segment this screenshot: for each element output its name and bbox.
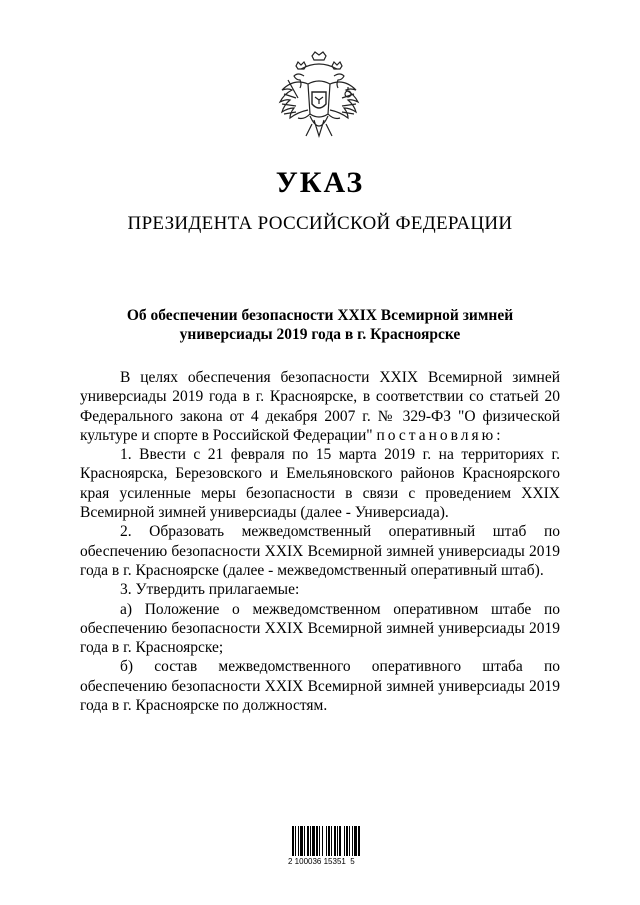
barcode-number: 2 100036 15351 5	[288, 857, 355, 866]
intro-text: В целях обеспечения безопасности XXIX Всемирной зимней универсиады 2019 года в г. Красноярске, в соответствии со статьей 20 Федерального закона от 4 декабря 2007 г. № 329-ФЗ "О физической культуре и спорте в Российской Федерации"	[80, 369, 560, 444]
decree-title: УКАЗ	[275, 166, 365, 199]
document-body	[80, 368, 560, 715]
barcode-icon	[288, 822, 388, 856]
document-heading-line: универсиады 2019 года в г. Красноярске	[179, 326, 461, 343]
barcode	[288, 822, 388, 866]
item-3a: а) Положение о межведомственном оперативном штабе по обеспечению безопасности XXIX Всемирной зимней универсиады 2019 года в г. Красноярске;	[80, 600, 560, 657]
double-headed-eagle-icon	[274, 50, 364, 146]
decree-word: постановляю:	[376, 426, 504, 444]
document-heading	[100, 306, 540, 344]
item-3b: б) состав межведомственного оперативного штаба по обеспечению безопасности XXIX Всемирной зимней универсиады 2019 года в г. Красноярске по должностям.	[80, 658, 560, 715]
intro-paragraph	[80, 368, 560, 445]
item-3: 3. Утвердить прилагаемые:	[120, 581, 300, 599]
item-1: 1. Ввести с 21 февраля по 15 марта 2019 г. на территориях г. Красноярска, Березовского и Емельяновского районов Красноярского края усиленные меры безопасности в связи с проведением XXIX Всемирной зимней универсиады (далее - Универсиада).	[80, 446, 560, 522]
state-emblem	[274, 50, 364, 146]
decree-issuer: ПРЕЗИДЕНТА РОССИЙСКОЙ ФЕДЕРАЦИИ	[127, 213, 513, 234]
item-2: 2. Образовать межведомственный оперативный штаб по обеспечению безопасности XXIX Всемирной зимней универсиады 2019 года в г. Красноярске (далее - межведомственный оперативный штаб).	[80, 523, 560, 579]
document-heading-line: Об обеспечении безопасности XXIX Всемирной зимней	[126, 307, 514, 324]
